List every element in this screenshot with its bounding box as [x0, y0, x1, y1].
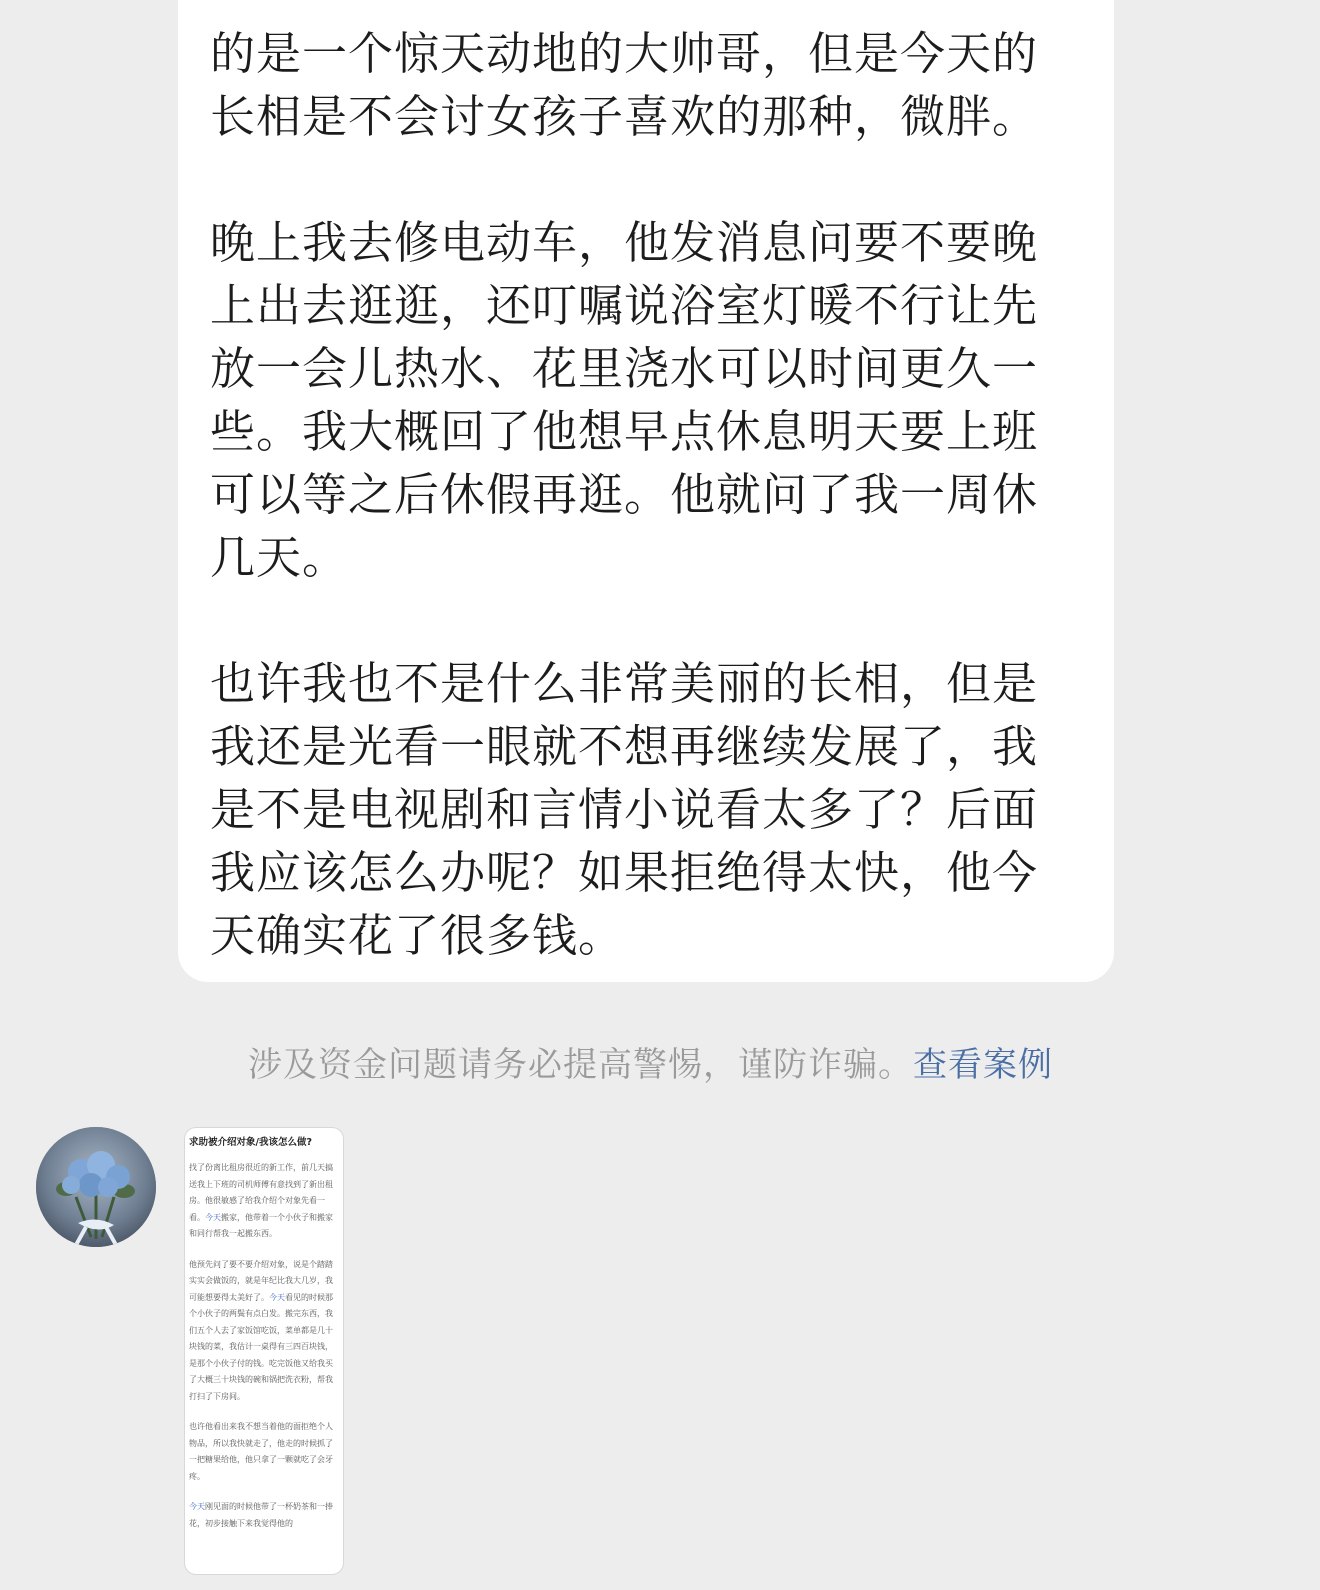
thumbnail-paragraph-1	[189, 1160, 339, 1243]
thumbnail-p2-link: 今天	[269, 1292, 285, 1302]
avatar[interactable]	[36, 1127, 156, 1247]
fraud-warning-text: 涉及资金问题请务必提高警惕，谨防诈骗。	[248, 1045, 913, 1085]
thumbnail-p1-text-after: 搬家，他带着一个小伙子和搬家和同行帮我一起搬东西。	[189, 1212, 333, 1238]
thumbnail-paragraph-2	[189, 1257, 339, 1406]
thumbnail-p4-text: 刚见面的时候他带了一杯奶茶和一捧花，初步接触下来我觉得他的	[189, 1502, 333, 1528]
message-paragraph-2: 晚上我去修电动车，他发消息问要不要晚上出去逛逛，还叮嘱说浴室灯暖不行让先放一会儿热水、花里浇水可以时间更久一些。我大概回了他想早点休息明天要上班可以等之后休假再逛。他就问了我一周休几天。	[210, 216, 1039, 584]
message-text	[210, 0, 1068, 967]
thumbnail-p4-link: 今天	[189, 1502, 205, 1511]
message-paragraph-1: 的是一个惊天动地的大帅哥，但是今天的长相是不会讨女孩子喜欢的那种，微胖。	[210, 27, 1039, 143]
message-paragraph-3: 也许我也不是什么非常美丽的长相，但是我还是光看一眼就不想再继续发展了，我是不是电视剧和言情小说看太多了？后面我应该怎么办呢？如果拒绝得太快，他今天确实花了很多钱。	[210, 657, 1039, 962]
thumbnail-paragraph-3: 也许他看出来我不想当着他的面拒绝个人物品，所以我快就走了，他走的时候抓了一把糖果给他，他只拿了一颗就吃了会牙疼。	[189, 1422, 333, 1481]
view-cases-link[interactable]: 查看案例	[913, 1045, 1053, 1085]
thumbnail-p1-text: 找了份离比租房很近的新工作，前几天搞送我上下班的司机师傅有意找到了新出租房。他很敏感了给我介绍个对象先看一看。	[189, 1163, 333, 1222]
thumbnail-p2-text-after: 看见的时候那个小伙子的两鬓有点白发。搬完东西，我们五个人去了家饭馆吃饭，菜单都是几十块钱的菜，我估计一桌得有三四百块钱，是那个小伙子付的钱。吃完饭他又给我买了大概三十块钱的碗和锅把洗衣粉，帮我打扫了下房间。	[189, 1292, 333, 1401]
thumbnail-p1-link: 今天	[205, 1212, 221, 1222]
screenshot-thumbnail[interactable]	[184, 1127, 344, 1575]
thumbnail-title: 求助被介绍对象/我该怎么做?	[189, 1137, 312, 1148]
thumbnail-p2-text: 他预先问了要不要介绍对象，说是个踏踏实实会做饭的，就是年纪比我大几岁，我可能想要得太美好了。	[189, 1259, 333, 1302]
thumbnail-paragraph-4	[189, 1499, 339, 1532]
message-bubble[interactable]	[178, 0, 1114, 982]
avatar-photo-icon	[36, 1127, 156, 1247]
fraud-warning-notice	[248, 1040, 1053, 1090]
